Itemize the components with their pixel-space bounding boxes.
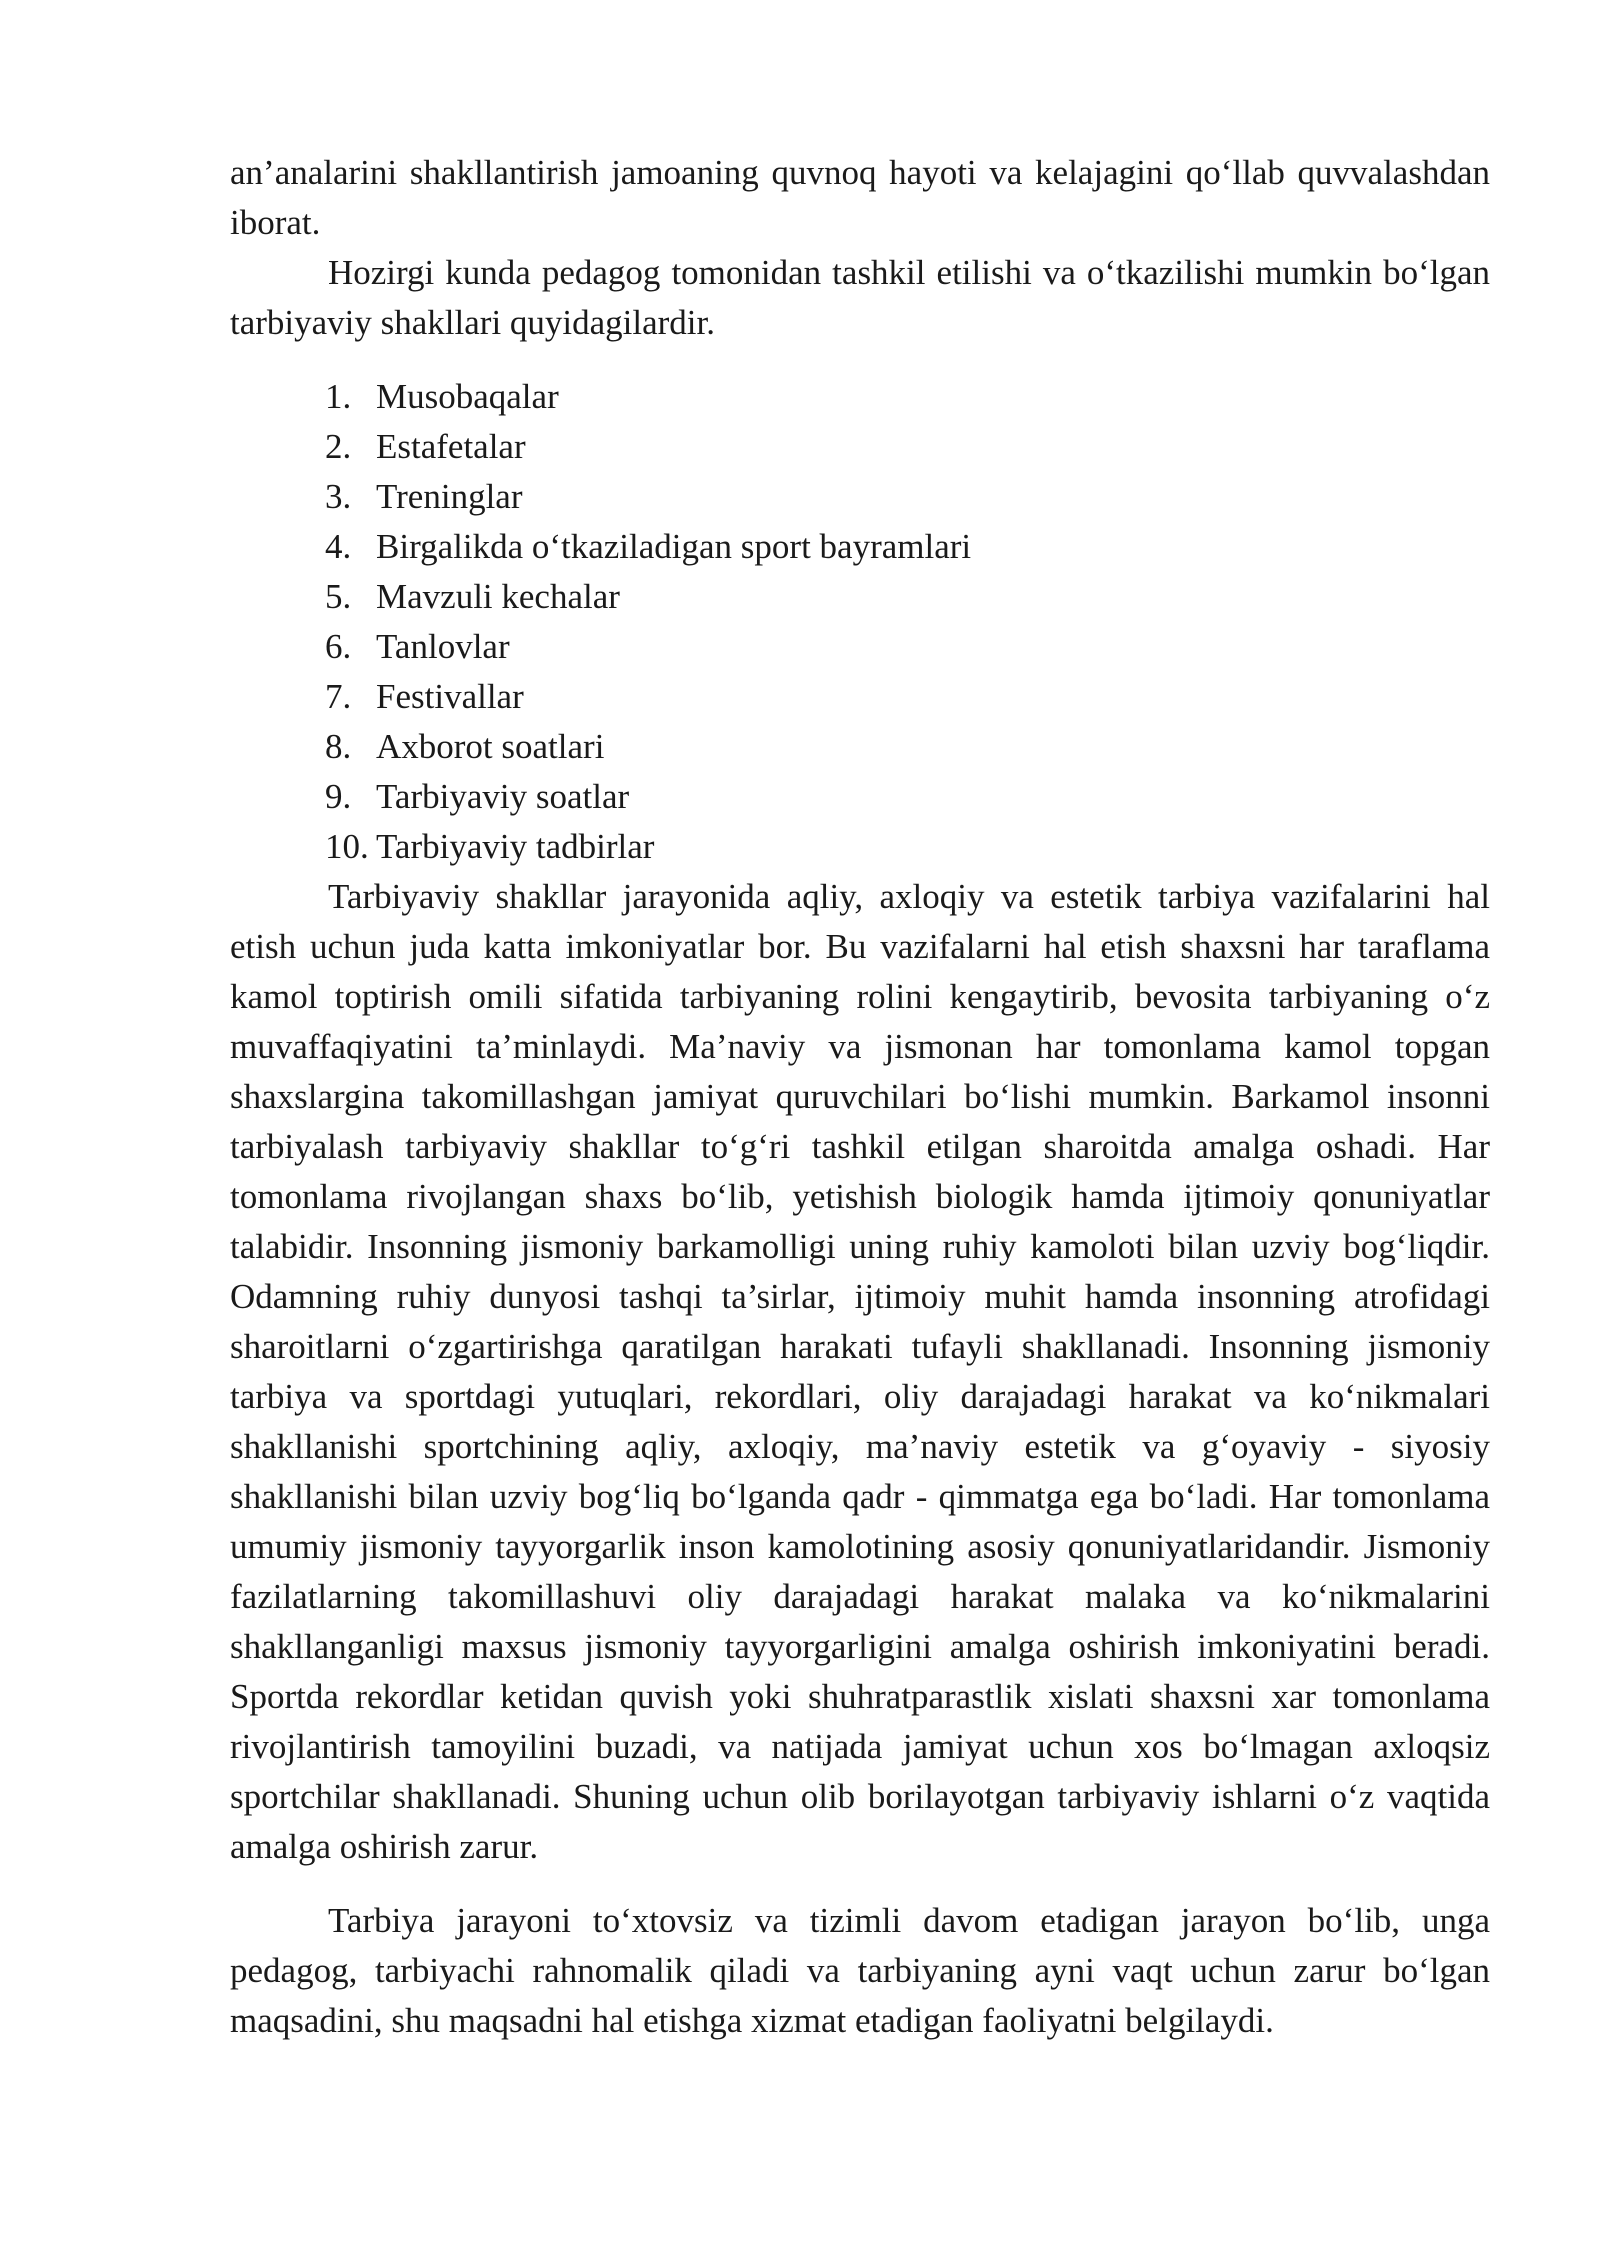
list-item-text: Tanlovlar — [376, 627, 510, 666]
paragraph-intro-list: Hozirgi kunda pedagog tomonidan tashkil etilishi va o‘tkazilishi mumkin bo‘lgan tarbiyaviy shakllari quyidagilardir. — [230, 253, 1490, 342]
document-page — [230, 148, 1490, 2046]
list-item — [230, 422, 1490, 472]
list-item-text: Tarbiyaviy soatlar — [376, 777, 630, 816]
list-item — [230, 722, 1490, 772]
list-number: 8. — [325, 727, 352, 766]
list-number: 7. — [325, 677, 352, 716]
list-number: 9. — [325, 777, 352, 816]
list-item — [230, 522, 1490, 572]
list-item-text: Tarbiyaviy tadbirlar — [376, 827, 655, 866]
list-item-text: Musobaqalar — [376, 377, 559, 416]
list-item — [230, 672, 1490, 722]
list-item — [230, 572, 1490, 622]
list-item — [230, 472, 1490, 522]
list-item-text: Mavzuli kechalar — [376, 577, 620, 616]
list-item — [230, 822, 1490, 872]
paragraph-closing: Tarbiya jarayoni to‘xtovsiz va tizimli davom etadigan jarayon bo‘lib, unga pedagog, tarbiyachi rahnomalik qiladi va tarbiyaning ayni vaqt uchun zarur bo‘lgan maqsadini, shu maqsadni hal etishga xizmat etadigan faoliyatni belgilaydi. — [230, 1901, 1490, 2040]
list-item-text: Axborot soatlari — [376, 727, 605, 766]
list-item-text: Treninglar — [376, 477, 523, 516]
list-item-text: Festivallar — [376, 677, 524, 716]
list-item — [230, 622, 1490, 672]
list-number: 3. — [325, 477, 352, 516]
list-number: 1. — [325, 377, 352, 416]
paragraph-main-body: Tarbiyaviy shakllar jarayonida aqliy, axloqiy va estetik tarbiya vazifalarini hal etish uchun juda katta imkoniyatlar bor. Bu vazifalarni hal etish shaxsni har taraflama kamol toptirish omili sifatida tarbiyaning rolini kengaytirib, bevosita tarbiyaning o‘z muvaffaqiyatini ta’minlaydi. Ma’naviy va jismonan har tomonlama kamol topgan shaxslargina takomillashgan jamiyat quruvchilari bo‘lishi mumkin. Barkamol insonni tarbiyalash tarbiyaviy shakllar to‘g‘ri tashkil etilgan sharoitda amalga oshadi. Har tomonlama rivojlangan shaxs bo‘lib, yetishish biologik hamda ijtimoiy qonuniyatlar talabidir. Insonning jismoniy barkamolligi uning ruhiy kamoloti bilan uzviy bog‘liqdir. Odamning ruhiy dunyosi tashqi ta’sirlar, ijtimoiy muhit hamda insonning atrofidagi sharoitlarni o‘zgartirishga qaratilgan harakati tufayli shakllanadi. Insonning jismoniy tarbiya va sportdagi yutuqlari, rekordlari, oliy darajadagi harakat va ko‘nikmalari shakllanishi sportchining aqliy, axloqiy, ma’naviy estetik va g‘oyaviy - siyosiy shakllanishi bilan uzviy bog‘liq bo‘lganda qadr - qimmatga ega bo‘ladi. Har tomonlama umumiy jismoniy tayyorgarlik inson kamolotining asosiy qonuniyatlaridandir. Jismoniy fazilatlarning takomillashuvi oliy darajadagi harakat malaka va ko‘nikmalarini shakllanganligi maxsus jismoniy tayyorgarligini amalga oshirish imkoniyatini beradi. Sportda rekordlar ketidan quvish yoki shuhratparastlik xislati shaxsni xar tomonlama rivojlantirish tamoyilini buzadi, va natijada jamiyat uchun xos bo‘lmagan axloqsiz sportchilar shakllanadi. Shuning uchun olib borilayotgan tarbiyaviy ishlarni o‘z vaqtida amalga oshirish zarur. — [230, 877, 1490, 1866]
forms-list — [230, 372, 1490, 872]
list-item — [230, 372, 1490, 422]
list-number: 10. — [325, 827, 369, 866]
list-item-text: Birgalikda o‘tkaziladigan sport bayramlari — [376, 527, 972, 566]
list-number: 4. — [325, 527, 352, 566]
list-number: 5. — [325, 577, 352, 616]
list-number: 2. — [325, 427, 352, 466]
list-number: 6. — [325, 627, 352, 666]
list-item — [230, 772, 1490, 822]
paragraph-continuation: an’analarini shakllantirish jamoaning quvnoq hayoti va kelajagini qo‘llab quvvalashdan iborat. — [230, 153, 1490, 242]
list-item-text: Estafetalar — [376, 427, 526, 466]
